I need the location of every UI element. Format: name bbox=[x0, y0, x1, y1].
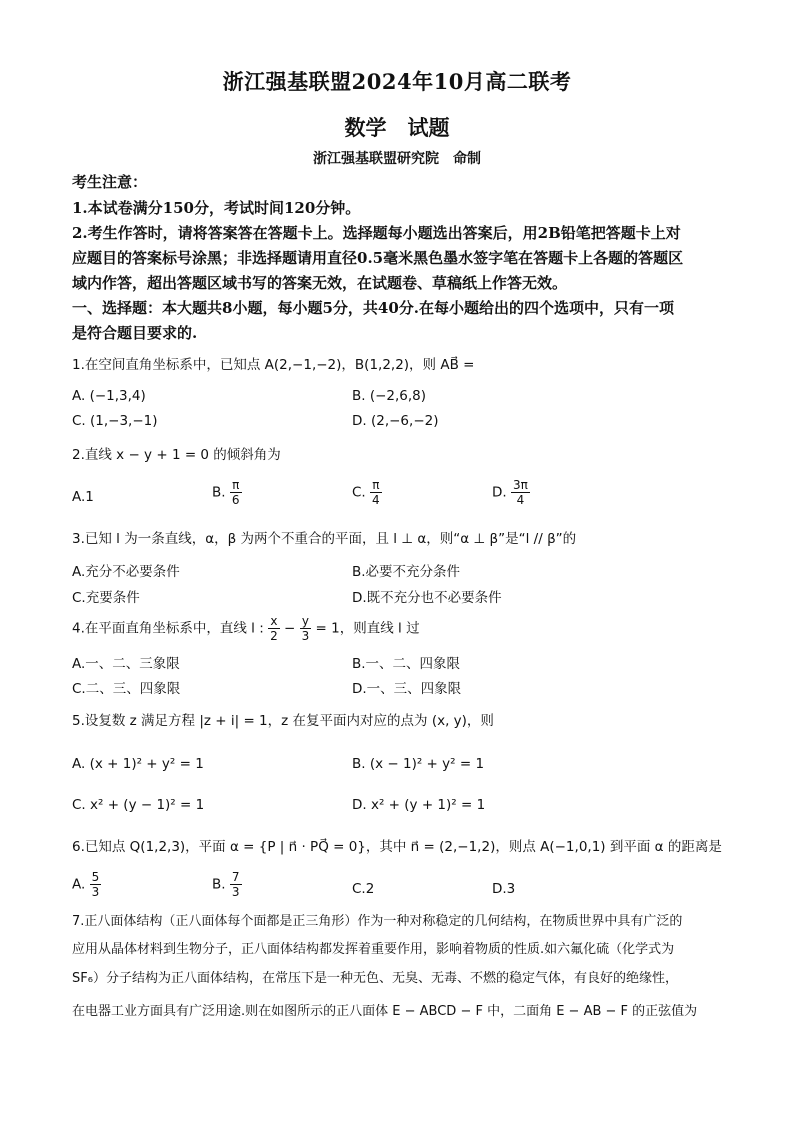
question-7-line-4: 在电器工业方面具有广泛用途.则在如图所示的正八面体 E − ABCD − F 中，二面角 E − AB − F 的正弦值为 bbox=[72, 1004, 698, 1019]
question-3-option-c: C.充要条件 bbox=[72, 590, 140, 606]
question-5-option-a: A. (x + 1)² + y² = 1 bbox=[72, 756, 204, 772]
section-1-heading-cont: 是符合题目要求的. bbox=[72, 324, 198, 342]
question-2-option-c: C. $\frac{\pi}{4}$ bbox=[352, 478, 380, 507]
question-6-option-a-fraction: $\frac{5}{3}$ bbox=[91, 870, 100, 899]
question-7-line-3: SF₆）分子结构为正八面体结构，在常压下是一种无色、无臭、无毒、不燃的稳定气体，有良好的绝缘性， bbox=[72, 971, 678, 986]
question-4-option-c: C.二、三、四象限 bbox=[72, 681, 181, 697]
question-7-line-2: 应用从晶体材料到生物分子，正八面体结构都发挥着重要作用，影响着物质的性质.如六氟化硫（化学式为 bbox=[72, 942, 675, 957]
notice-item-1: 1.本试卷满分150分，考试时间120分钟。 bbox=[72, 199, 361, 217]
question-1-stem: 1.在空间直角坐标系中，已知点 A(2,−1,−2)，B(1,2,2)，则 AB⃗ = bbox=[72, 357, 475, 373]
notice-item-2-line-3: 域内作答，超出答题区域书写的答案无效，在试题卷、草稿纸上作答无效。 bbox=[72, 274, 568, 292]
question-2-option-b: B. $\frac{\pi}{6}$ bbox=[212, 478, 240, 507]
question-4-fraction-x: $\frac{x}{2}$ bbox=[270, 614, 278, 643]
question-2-stem: 2.直线 x − y + 1 = 0 的倾斜角为 bbox=[72, 447, 281, 463]
question-3-option-a: A.充分不必要条件 bbox=[72, 564, 180, 580]
question-1-option-a: A. (−1,3,4) bbox=[72, 388, 146, 404]
question-6-option-d: D.3 bbox=[492, 881, 516, 897]
question-5-option-b: B. (x − 1)² + y² = 1 bbox=[352, 756, 485, 772]
exam-subject: 数学 试题 bbox=[344, 115, 450, 140]
question-6-option-b-fraction: $\frac{7}{3}$ bbox=[231, 870, 240, 899]
question-7-line-1: 7.正八面体结构（正八面体每个面都是正三角形）作为一种对称稳定的几何结构，在物质世界中具有广泛的 bbox=[72, 914, 683, 929]
question-2-option-d: D. $\frac{3\pi}{4}$ bbox=[492, 478, 528, 507]
question-4-option-d: D.一、三、四象限 bbox=[352, 681, 462, 697]
question-2-option-c-fraction: $\frac{\pi}{4}$ bbox=[372, 478, 380, 507]
question-6-option-b: B. $\frac{7}{3}$ bbox=[212, 870, 240, 899]
question-4-stem: 4.在平面直角坐标系中，直线 l : $\frac{x}{2}$ − $\frac{y}{3}$ = 1，则直线 l 过 bbox=[72, 614, 420, 643]
notice-heading: 考生注意： bbox=[72, 173, 148, 191]
question-6-option-a: A. $\frac{5}{3}$ bbox=[72, 870, 100, 899]
question-3-stem: 3.已知 l 为一条直线，α，β 为两个不重合的平面，且 l ⊥ α，则“α ⊥ β”是“l // β”的 bbox=[72, 531, 577, 547]
question-1-option-d: D. (2,−6,−2) bbox=[352, 413, 439, 429]
notice-item-2-line-2: 应题目的答案标号涂黑；非选择题请用直径0.5毫米黑色墨水签字笔在答题卡上各题的答题区 bbox=[72, 249, 684, 267]
exam-author: 浙江强基联盟研究院 命制 bbox=[313, 151, 481, 167]
question-2-option-d-fraction: $\frac{3\pi}{4}$ bbox=[512, 478, 528, 507]
question-5-option-c: C. x² + (y − 1)² = 1 bbox=[72, 797, 205, 813]
question-2-option-a: A.1 bbox=[72, 489, 94, 505]
exam-title: 浙江强基联盟2024年10月高二联考 bbox=[222, 69, 572, 94]
section-1-heading: 一、选择题：本大题共8小题，每小题5分，共40分.在每小题给出的四个选项中，只有一项 bbox=[72, 299, 674, 317]
question-6-option-c: C.2 bbox=[352, 881, 375, 897]
question-1-option-b: B. (−2,6,8) bbox=[352, 388, 427, 404]
question-4-fraction-y: $\frac{y}{3}$ bbox=[301, 614, 310, 643]
notice-item-2-line-1: 2.考生作答时，请将答案答在答题卡上。选择题每小题选出答案后，用2B铅笔把答题卡上对 bbox=[72, 224, 681, 242]
question-5-option-d: D. x² + (y + 1)² = 1 bbox=[352, 797, 486, 813]
question-3-option-d: D.既不充分也不必要条件 bbox=[352, 590, 502, 606]
question-3-option-b: B.必要不充分条件 bbox=[352, 564, 461, 580]
question-6-stem: 6.已知点 Q(1,2,3)，平面 α = {P | n⃗ · PQ⃗ = 0}，其中 n⃗ = (2,−1,2)，则点 A(−1,0,1) 到平面 α 的距离是 bbox=[72, 839, 722, 855]
question-4-option-b: B.一、二、四象限 bbox=[352, 656, 461, 672]
question-1-option-c: C. (1,−3,−1) bbox=[72, 413, 158, 429]
question-2-option-b-fraction: $\frac{\pi}{6}$ bbox=[231, 478, 240, 507]
question-4-option-a: A.一、二、三象限 bbox=[72, 656, 180, 672]
question-5-stem: 5.设复数 z 满足方程 |z + i| = 1，z 在复平面内对应的点为 (x, y)，则 bbox=[72, 713, 494, 729]
